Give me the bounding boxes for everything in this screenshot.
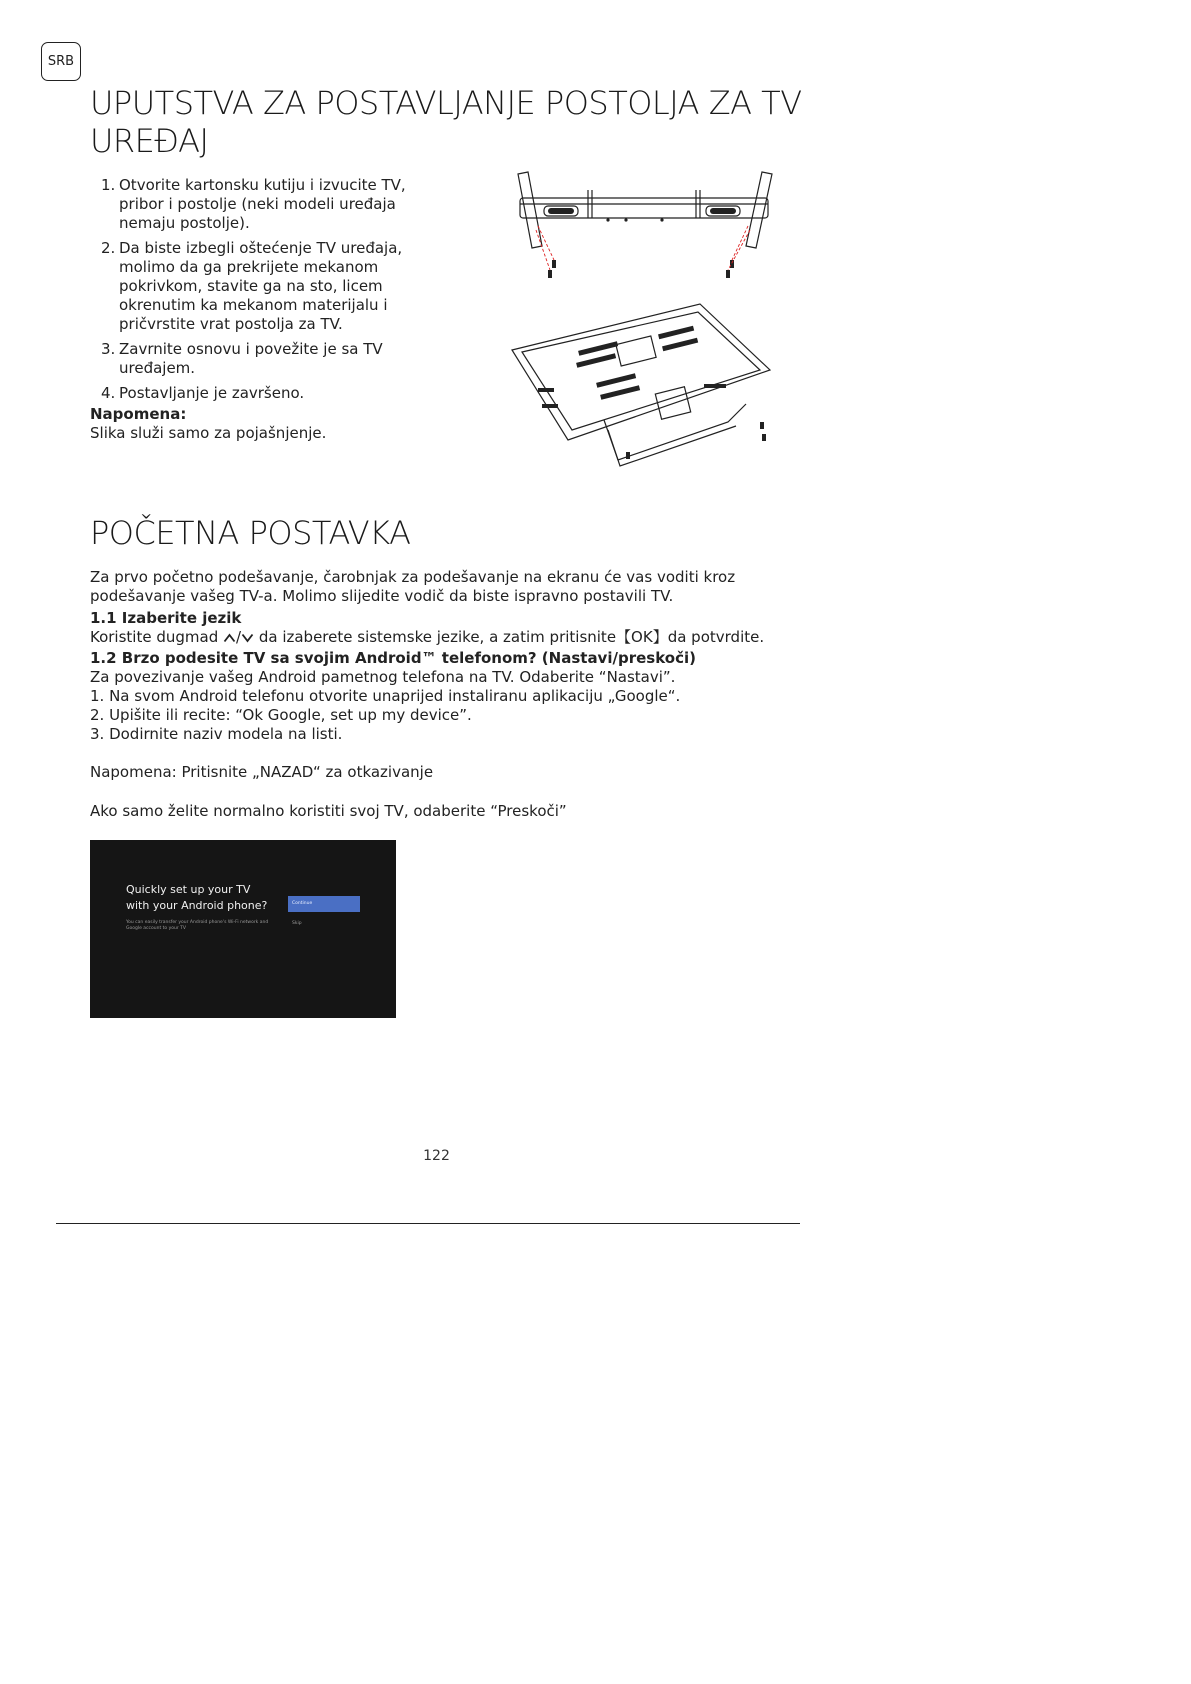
list-item: 1. Na svom Android telefonu otvorite unaprijed instaliranu aplikaciju „Google“. [90, 687, 681, 705]
select-language-text: Koristite dugmad / da izaberete sistemske jezike, a zatim pritisnite【OK】da potvrdite. [90, 628, 765, 646]
tv-setup-screenshot [90, 840, 396, 1018]
stand-steps-list [90, 176, 435, 409]
footer-divider [56, 1223, 800, 1224]
setup-intro: Za prvo početno podešavanje, čarobnjak za podešavanje na ekranu će vas voditi kroz podešavanje vašeg TV-a. Molimo slijedite vodič da biste ispravno postavili TV. [90, 568, 736, 605]
page-number: 122 [423, 1148, 450, 1164]
heading-android-setup: 1.2 Brzo podesite TV sa svojim Android™ telefonom? (Nastavi/preskoči) [90, 649, 696, 667]
ok-key-label: 【OK】 [616, 628, 668, 646]
list-item: 3. Dodirnite naziv modela na listi. [90, 725, 343, 743]
android-setup-intro: Za povezivanje vašeg Android pametnog telefona na TV. Odaberite “Nastavi”. [90, 668, 676, 686]
stand-legs-diagram [508, 170, 780, 288]
tv-screen-description: You can easily transfer your Android phone's Wi-Fi network and Google account to your TV [126, 920, 269, 931]
chevron-up-icon [223, 633, 236, 643]
tv-screen-title: Quickly set up your TV with your Android phone? [126, 883, 268, 912]
list-item: 4. Postavljanje je završeno. [101, 384, 305, 402]
skip-option[interactable]: Skip [292, 921, 302, 926]
list-item: 2. Upišite ili recite: “Ok Google, set up my device”. [90, 706, 472, 724]
note-title: Napomena: [90, 405, 187, 423]
cancel-note: Napomena: Pritisnite „NAZAD“ za otkazivanje [90, 763, 434, 781]
language-badge: SRB [41, 42, 81, 81]
list-item: 3. Zavrnite osnovu i povežite je sa TV uređajem. [101, 340, 383, 377]
list-item: 2. Da biste izbegli oštećenje TV uređaja, molimo da ga prekrijete mekanom pokrivkom, stavite ga na sto, licem okrenutim ka mekanom materijalu i pričvrstite vrat postolja za TV. [101, 239, 403, 333]
section-title-stand: UPUTSTVA ZA POSTAVLJANJE POSTOLJA ZA TV UREĐAJ [90, 84, 802, 160]
stand-base-diagram [508, 300, 780, 482]
chevron-down-icon [241, 633, 254, 643]
skip-instruction: Ako samo želite normalno koristiti svoj TV, odaberite “Preskoči” [90, 802, 567, 820]
note-text: Slika služi samo za pojašnjenje. [90, 424, 327, 442]
section-title-setup: POČETNA POSTAVKA [90, 514, 411, 552]
heading-select-language: 1.1 Izaberite jezik [90, 609, 242, 627]
list-item: 1. Otvorite kartonsku kutiju i izvucite TV, pribor i postolje (neki modeli uređaja nemaju postolje). [101, 176, 406, 232]
continue-option[interactable]: Continue [288, 896, 360, 912]
